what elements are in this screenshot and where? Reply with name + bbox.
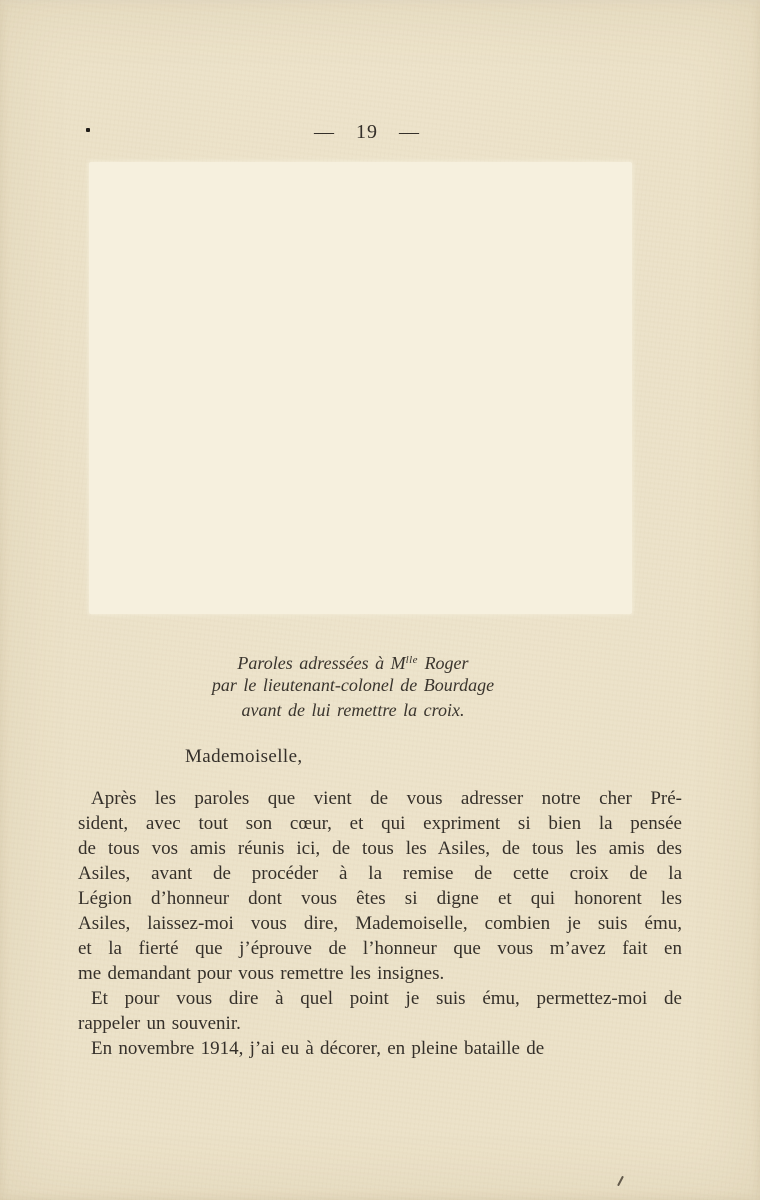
body-line: Après les paroles que vient de vous adresser notre cher Pré- — [91, 788, 682, 809]
body-line: En novembre 1914, j’ai eu à décorer, en pleine bataille de — [91, 1038, 545, 1059]
body-line: Asiles, laissez-moi vous dire, Mademoiselle, combien je suis ému, — [78, 913, 682, 934]
caption-line-1 — [73, 648, 633, 673]
caption-superscript: lle — [405, 654, 419, 666]
blank-photo-plate — [89, 162, 632, 614]
body-line: Légion d’honneur dont vous êtes si digne et qui honorent les — [78, 888, 682, 909]
caption-line-2: par le lieutenant-colonel de Bourdage — [211, 675, 495, 695]
body-line: sident, avec tout son cœur, et qui expriment si bien la pensée — [78, 813, 682, 834]
body-line: rappeler un souvenir. — [78, 1013, 241, 1034]
body-line: et la fierté que j’éprouve de l’honneur que vous m’avez fait en — [78, 938, 682, 959]
speech-body-text — [78, 786, 682, 1061]
body-line: me demandant pour vous remettre les insignes. — [78, 963, 445, 984]
body-line: Asiles, avant de procéder à la remise de cette croix de la — [78, 863, 682, 884]
caption-line-1-post: Roger — [418, 653, 469, 673]
photo-caption — [73, 648, 633, 723]
salutation: Mademoiselle, — [185, 746, 303, 767]
body-line: de tous vos amis réunis ici, de tous les Asiles, de tous les amis des — [78, 838, 682, 859]
caption-line-1-pre: Paroles adressées à M — [237, 653, 406, 673]
pen-mark-speck — [617, 1176, 624, 1187]
caption-line-3: avant de lui remettre la croix. — [241, 700, 465, 720]
page-number-header: — 19 — — [314, 121, 420, 143]
body-line: Et pour vous dire à quel point je suis ému, permettez-moi de — [91, 988, 682, 1009]
